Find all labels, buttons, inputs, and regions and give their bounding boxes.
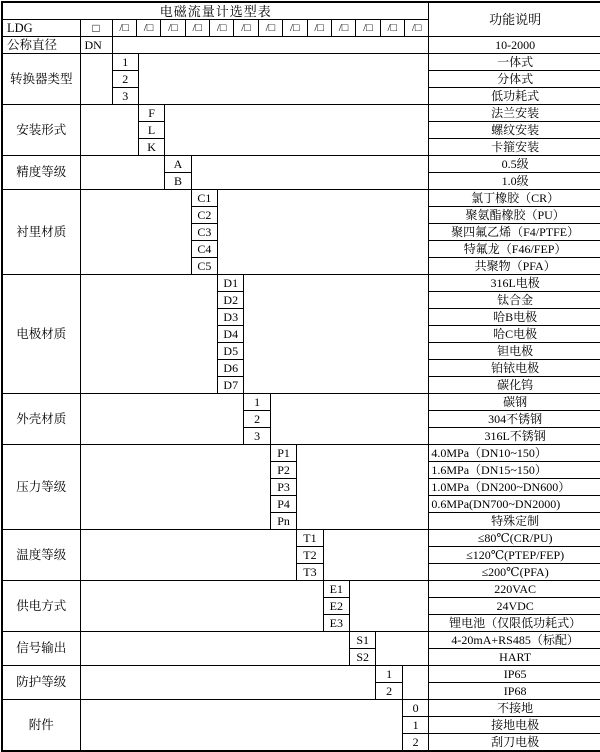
function-desc: 螺纹安装 xyxy=(429,122,600,139)
model-slash-box: /□ xyxy=(259,20,283,36)
function-desc: 钛合金 xyxy=(429,292,600,309)
spacer-cell xyxy=(270,394,429,445)
function-desc: 特氟龙（F46/FEP） xyxy=(429,241,600,258)
code-cell: 0 xyxy=(402,700,429,717)
code-cell: D2 xyxy=(218,292,244,309)
function-desc: 1.0级 xyxy=(429,173,600,190)
spacer-cell xyxy=(165,105,429,156)
category-label: 外壳材质 xyxy=(2,394,80,445)
spacer-cell xyxy=(80,530,297,581)
function-desc: 法兰安装 xyxy=(429,105,600,122)
function-desc: 0.5级 xyxy=(429,156,600,173)
function-desc: 1.6MPa（DN15~150） xyxy=(429,462,600,479)
function-column-header: 功能说明 xyxy=(429,2,600,37)
code-cell: 3 xyxy=(112,88,138,105)
spacer-cell xyxy=(297,445,429,530)
function-desc: ≤200℃(PFA) xyxy=(429,564,600,581)
function-desc: 304不锈钢 xyxy=(429,411,600,428)
code-cell: T3 xyxy=(297,564,323,581)
code-cell: DN xyxy=(80,37,112,54)
code-cell: C1 xyxy=(191,190,217,207)
model-slash-box: /□ xyxy=(283,20,307,36)
code-cell: F xyxy=(138,105,164,122)
function-desc: 聚氨酯橡胶（PU） xyxy=(429,207,600,224)
category-label: 附件 xyxy=(2,700,80,752)
category-label: 精度等级 xyxy=(2,156,80,190)
category-label: 公称直径 xyxy=(2,37,80,54)
spacer-cell xyxy=(80,581,323,632)
category-label: 压力等级 xyxy=(2,445,80,530)
function-desc: ≤80℃(CR/PU) xyxy=(429,530,600,547)
function-desc: 氯丁橡胶（CR） xyxy=(429,190,600,207)
code-cell: A xyxy=(165,156,191,173)
category-label: 安装形式 xyxy=(2,105,80,156)
spacer-cell xyxy=(218,190,429,275)
spacer-cell xyxy=(80,190,191,275)
function-desc: 锂电池（仅限低功耗式） xyxy=(429,615,600,632)
function-desc: 哈C电极 xyxy=(429,326,600,343)
model-slash-box: /□ xyxy=(210,20,234,36)
code-cell: E2 xyxy=(323,598,349,615)
function-desc: 铂铱电极 xyxy=(429,360,600,377)
function-desc: 4.0MPa（DN10~150） xyxy=(429,445,600,462)
code-cell: T1 xyxy=(297,530,323,547)
category-label: 衬里材质 xyxy=(2,190,80,275)
spacer-cell xyxy=(80,666,376,700)
code-cell: D1 xyxy=(218,275,244,292)
function-desc: 316L电极 xyxy=(429,275,600,292)
function-desc: 卡箍安装 xyxy=(429,139,600,156)
function-desc: 共聚物（PFA） xyxy=(429,258,600,275)
code-cell: D3 xyxy=(218,309,244,326)
code-cell: C5 xyxy=(191,258,217,275)
function-desc: 刮刀电极 xyxy=(429,734,600,752)
model-slash-box: /□ xyxy=(332,20,356,36)
code-cell: E3 xyxy=(323,615,349,632)
spacer-cell xyxy=(80,54,112,105)
code-cell: 2 xyxy=(376,683,402,700)
code-cell: D5 xyxy=(218,343,244,360)
function-desc: 220VAC xyxy=(429,581,600,598)
category-label: 转换器类型 xyxy=(2,54,80,105)
function-desc: 0.6MPa(DN700~DN2000) xyxy=(429,496,600,513)
model-slash-box-strip xyxy=(113,20,429,36)
code-cell: K xyxy=(138,139,164,156)
model-slash-box: /□ xyxy=(186,20,210,36)
model-box: □ xyxy=(80,20,112,37)
function-desc: 不接地 xyxy=(429,700,600,717)
model-slash-box: /□ xyxy=(161,20,185,36)
spacer-cell xyxy=(323,530,429,581)
function-desc: 分体式 xyxy=(429,71,600,88)
code-cell: 1 xyxy=(402,717,429,734)
spacer-cell xyxy=(80,445,270,530)
code-cell: 1 xyxy=(376,666,402,683)
spacer-cell xyxy=(80,156,165,190)
function-desc: 碳钢 xyxy=(429,394,600,411)
code-cell: 3 xyxy=(244,428,270,445)
code-cell: C2 xyxy=(191,207,217,224)
code-cell: Pn xyxy=(270,513,296,530)
code-cell: C4 xyxy=(191,241,217,258)
model-prefix: LDG xyxy=(2,20,80,37)
spacer-cell xyxy=(112,37,429,54)
code-cell: 1 xyxy=(244,394,270,411)
function-desc: 1.0MPa（DN200~DN600） xyxy=(429,479,600,496)
selection-table xyxy=(1,1,600,752)
function-desc: IP65 xyxy=(429,666,600,683)
category-label: 供电方式 xyxy=(2,581,80,632)
code-cell: 2 xyxy=(244,411,270,428)
function-desc: 钽电极 xyxy=(429,343,600,360)
spacer-cell xyxy=(80,105,138,156)
code-cell: C3 xyxy=(191,224,217,241)
spacer-cell xyxy=(80,632,350,666)
function-desc: 特殊定制 xyxy=(429,513,600,530)
code-cell: T2 xyxy=(297,547,323,564)
spacer-cell xyxy=(80,394,244,445)
function-desc: ≤120℃(PTEP/FEP) xyxy=(429,547,600,564)
spacer-cell xyxy=(402,666,429,700)
function-desc: HART xyxy=(429,649,600,666)
function-desc: 4-20mA+RS485（标配） xyxy=(429,632,600,649)
model-slash-boxes xyxy=(112,20,429,37)
code-cell: B xyxy=(165,173,191,190)
function-desc: 聚四氟乙烯（F4/PTFE） xyxy=(429,224,600,241)
function-desc: 316L不锈钢 xyxy=(429,428,600,445)
model-slash-box: /□ xyxy=(137,20,161,36)
spacer-cell xyxy=(376,632,429,666)
function-desc: 10-2000 xyxy=(429,37,600,54)
function-desc: 哈B电极 xyxy=(429,309,600,326)
code-cell: P2 xyxy=(270,462,296,479)
category-label: 防护等级 xyxy=(2,666,80,700)
function-desc: 一体式 xyxy=(429,54,600,71)
function-desc: IP68 xyxy=(429,683,600,700)
function-desc: 接地电极 xyxy=(429,717,600,734)
model-slash-box: /□ xyxy=(308,20,332,36)
category-label: 电极材质 xyxy=(2,275,80,394)
model-slash-box: /□ xyxy=(234,20,258,36)
code-cell: P4 xyxy=(270,496,296,513)
code-cell: S1 xyxy=(350,632,376,649)
spacer-cell xyxy=(244,275,429,394)
code-cell: 2 xyxy=(402,734,429,752)
category-label: 信号输出 xyxy=(2,632,80,666)
function-desc: 24VDC xyxy=(429,598,600,615)
function-desc: 碳化钨 xyxy=(429,377,600,394)
spacer-cell xyxy=(191,156,429,190)
spacer-cell xyxy=(350,581,429,632)
code-cell: D4 xyxy=(218,326,244,343)
spacer-cell xyxy=(138,54,429,105)
code-cell: L xyxy=(138,122,164,139)
code-cell: S2 xyxy=(350,649,376,666)
model-slash-box: /□ xyxy=(113,20,137,36)
code-cell: D6 xyxy=(218,360,244,377)
model-slash-box: /□ xyxy=(381,20,405,36)
category-label: 温度等级 xyxy=(2,530,80,581)
code-cell: E1 xyxy=(323,581,349,598)
spacer-cell xyxy=(80,275,218,394)
code-cell: D7 xyxy=(218,377,244,394)
code-cell: 2 xyxy=(112,71,138,88)
code-cell: P1 xyxy=(270,445,296,462)
code-cell: 1 xyxy=(112,54,138,71)
spacer-cell xyxy=(80,700,402,752)
function-desc: 低功耗式 xyxy=(429,88,600,105)
model-slash-box: /□ xyxy=(411,21,422,34)
code-cell: P3 xyxy=(270,479,296,496)
model-slash-box: /□ xyxy=(356,20,380,36)
table-title: 电磁流量计选型表 xyxy=(2,2,429,20)
